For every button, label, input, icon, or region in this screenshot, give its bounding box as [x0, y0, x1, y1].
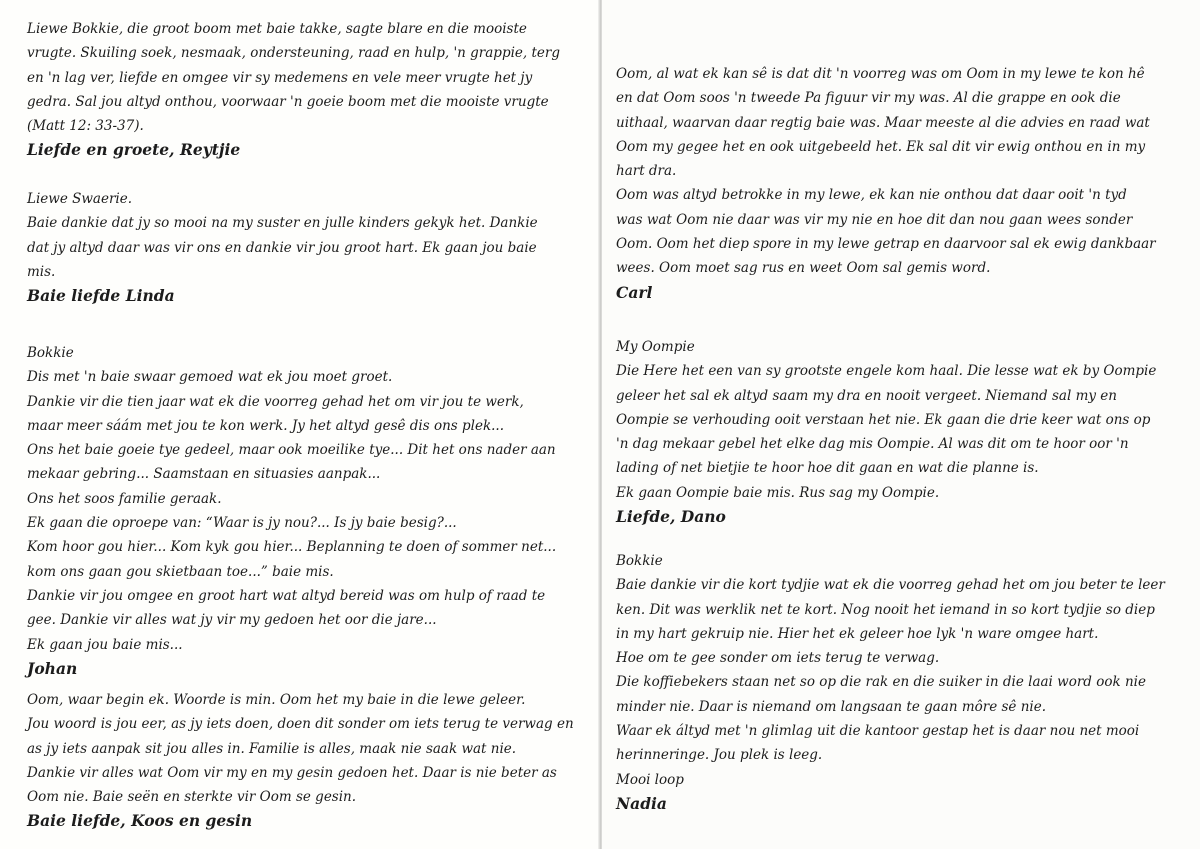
message-line: wees. Oom moet sag rus en weet Oom sal gemis word.: [616, 260, 991, 277]
message-line: Baie dankie dat jy so mooi na my suster en julle kinders gekyk het. Dankie: [27, 215, 538, 232]
message-line: Kom hoor gou hier... Kom kyk gou hier... Beplanning te doen of sommer net...: [27, 539, 557, 556]
signature: Nadia: [616, 793, 667, 813]
message-line: as jy iets aanpak sit jou alles in. Familie is alles, maak nie saak wat nie.: [27, 740, 517, 757]
right-page: [602, 0, 1200, 849]
message-line: Bokkie: [616, 553, 663, 569]
message-line: herinneringe. Jou plek is leeg.: [616, 747, 823, 764]
message-line: uithaal, waarvan daar regtig baie was. Maar meeste al die advies en raad wat: [616, 114, 1150, 131]
message-carl: [616, 62, 1191, 305]
signature: Johan: [27, 658, 78, 678]
message-line: Oom, waar begin ek. Woorde is min. Oom het my baie in die lewe geleer.: [27, 692, 526, 708]
message-line: maar meer sáám met jou te kon werk. Jy het altyd gesê dis ons plek...: [27, 417, 504, 434]
message-line: gedra. Sal jou altyd onthou, voorwaar 'n goeie boom met die mooiste vrugte: [27, 93, 549, 110]
message-line: Ek gaan die oproepe van: “Waar is jy nou?... Is jy baie besig?...: [27, 515, 457, 532]
message-line: was wat Oom nie daar was vir my nie en hoe dit dan nou gaan wees sonder: [616, 211, 1133, 228]
signature: Liefde, Dano: [616, 507, 726, 527]
message-line: Oom was altyd betrokke in my lewe, ek kan nie onthou dat daar ooit 'n tyd: [616, 187, 1127, 204]
signature: Baie liefde Linda: [27, 286, 175, 306]
message-line: Waar ek áltyd met 'n glimlag uit die kantoor gestap het is daar nou net mooi: [616, 723, 1140, 740]
message-line: Die Here het een van sy grootste engele kom haal. Die lesse wat ek by Oompie: [616, 363, 1157, 380]
message-line: Oom. Oom het diep spore in my lewe getrap en daarvoor sal ek ewig dankbaar: [616, 236, 1156, 253]
message-line: ken. Dit was werklik net te kort. Nog nooit het iemand in so kort tydjie so diep: [616, 601, 1155, 618]
signature: Liefde en groete, Reytjie: [27, 140, 241, 160]
message-line: Jou woord is jou eer, as jy iets doen, doen dit sonder om iets terug te verwag en: [27, 716, 574, 733]
message-line: Die koffiebekers staan net so op die rak en die suiker in die laai word ook nie: [616, 674, 1146, 691]
message-nadia: [616, 549, 1191, 816]
message-line: Liewe Bokkie, die groot boom met baie takke, sagte blare en die mooiste: [27, 21, 527, 37]
message-johan: [27, 341, 592, 681]
message-line: kom ons gaan gou skietbaan toe...” baie mis.: [27, 563, 334, 580]
message-line: gee. Dankie vir alles wat jy vir my gedoen het oor die jare...: [27, 612, 437, 629]
message-line: Liewe Swaerie.: [27, 191, 133, 207]
message-line: mis.: [27, 263, 56, 280]
message-koos: [27, 688, 592, 834]
message-line: Bokkie: [27, 345, 74, 361]
message-line: Oom, al wat ek kan sê is dat dit 'n voorreg was om Oom in my lewe te kon hê: [616, 66, 1145, 82]
message-line: Oom nie. Baie seën en sterkte vir Oom se gesin.: [27, 789, 357, 806]
signature: Carl: [616, 282, 653, 302]
message-line: lading of net bietjie te hoor hoe dit gaan en wat die planne is.: [616, 460, 1039, 477]
message-line: mekaar gebring... Saamstaan en situasies aanpak...: [27, 466, 381, 483]
message-line: Ek gaan jou baie mis...: [27, 636, 183, 653]
message-reytjie: [27, 17, 592, 163]
message-line: geleer het sal ek altyd saam my dra en nooit vergeet. Niemand sal my en: [616, 387, 1117, 404]
message-line: My Oompie: [616, 339, 695, 355]
message-linda: [27, 187, 592, 308]
message-line: Hoe om te gee sonder om iets terug te verwag.: [616, 650, 940, 667]
message-line: (Matt 12: 33-37).: [27, 118, 144, 135]
message-line: in my hart gekruip nie. Hier het ek geleer hoe lyk 'n ware omgee hart.: [616, 625, 1099, 642]
message-line: Oom my gegee het en ook uitgebeeld het. Ek sal dit vir ewig onthou en in my: [616, 138, 1146, 155]
message-line: en dat Oom soos 'n tweede Pa figuur vir my was. Al die grappe en ook die: [616, 90, 1121, 107]
message-line: Ons het baie goeie tye gedeel, maar ook moeilike tye... Dit het ons nader aan: [27, 442, 556, 459]
message-line: vrugte. Skuiling soek, nesmaak, ondersteuning, raad en hulp, 'n grappie, terg: [27, 45, 560, 62]
message-line: Dankie vir alles wat Oom vir my en my gesin gedoen het. Daar is nie beter as: [27, 764, 557, 781]
message-line: 'n dag mekaar gebel het elke dag mis Oompie. Al was dit om te hoor oor 'n: [616, 436, 1129, 453]
message-line: Ons het soos familie geraak.: [27, 490, 222, 507]
message-line: Dis met 'n baie swaar gemoed wat ek jou moet groet.: [27, 369, 393, 386]
message-line: minder nie. Daar is niemand om langsaan te gaan môre sê nie.: [616, 698, 1046, 715]
message-line: Ek gaan Oompie baie mis. Rus sag my Oompie.: [616, 484, 940, 501]
message-line: hart dra.: [616, 163, 677, 180]
message-line: en 'n lag ver, liefde en omgee vir sy medemens en vele meer vrugte het jy: [27, 69, 533, 86]
message-line: Oompie se verhouding ooit verstaan het nie. Ek gaan die drie keer wat ons op: [616, 411, 1151, 428]
message-dano: [616, 335, 1191, 529]
message-line: Dankie vir die tien jaar wat ek die voorreg gehad het om vir jou te werk,: [27, 393, 524, 410]
signature: Baie liefde, Koos en gesin: [27, 811, 253, 831]
message-line: dat jy altyd daar was vir ons en dankie vir jou groot hart. Ek gaan jou baie: [27, 239, 537, 256]
message-line: Baie dankie vir die kort tydjie wat ek die voorreg gehad het om jou beter te leer: [616, 577, 1165, 594]
message-line: Mooi loop: [616, 771, 684, 788]
message-line: Dankie vir jou omgee en groot hart wat altyd bereid was om hulp of raad te: [27, 587, 546, 604]
